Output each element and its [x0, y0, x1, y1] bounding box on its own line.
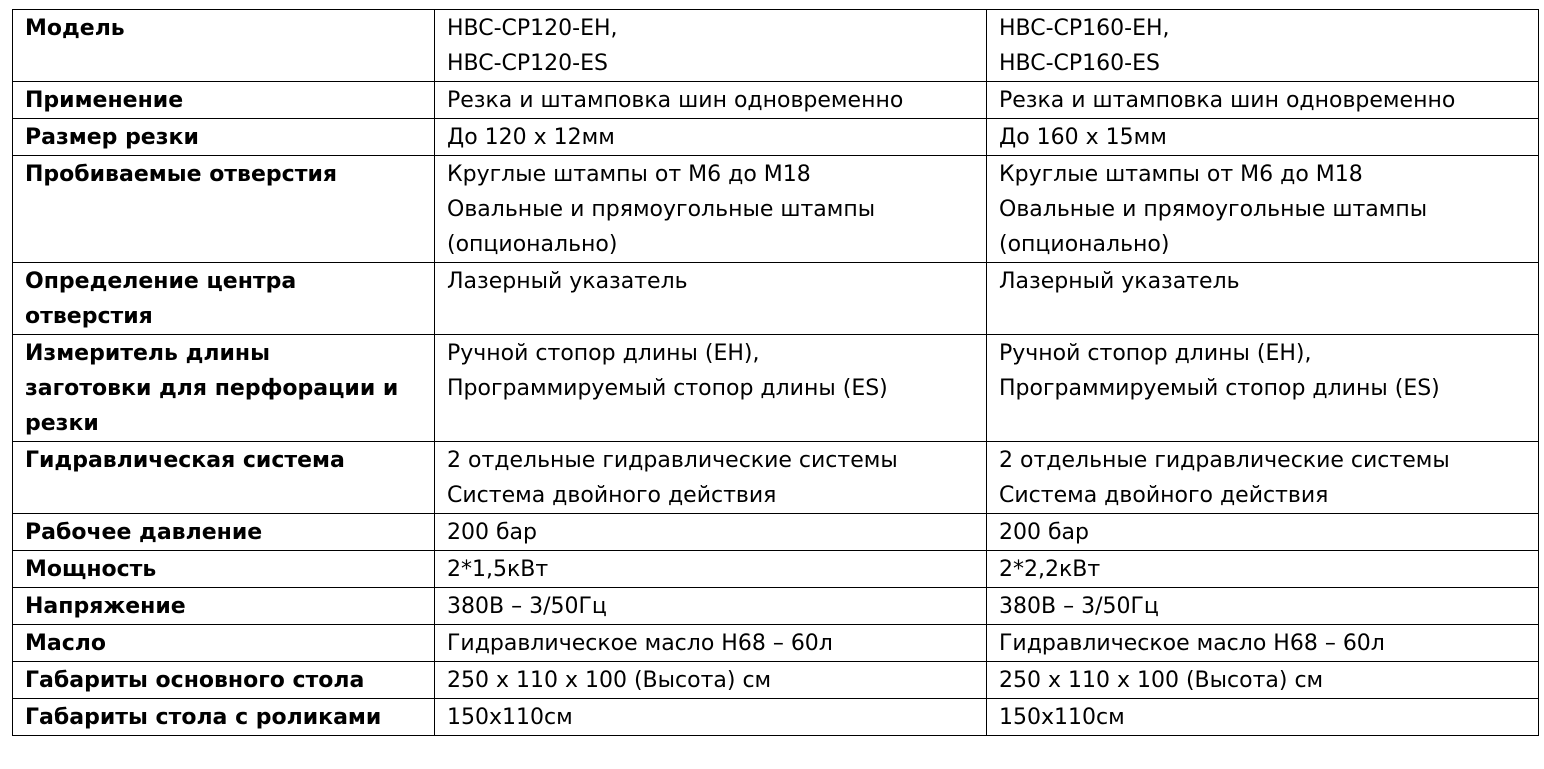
table-row-punch-holes	[13, 156, 1539, 263]
cell-cp160: 200 бар	[987, 514, 1539, 551]
cell-cp120: 380В – 3/50Гц	[435, 588, 987, 625]
table-row-main-table-size	[13, 662, 1539, 699]
row-label: Определение центра отверстия	[13, 263, 435, 335]
row-label: Размер резки	[13, 119, 435, 156]
cell-cp160: 2 отдельные гидравлические системы Система двойного действия	[987, 442, 1539, 514]
table-row-model	[13, 10, 1539, 82]
cell-cp160: 250 х 110 х 100 (Высота) см	[987, 662, 1539, 699]
table-row-pressure	[13, 514, 1539, 551]
row-label: Габариты стола с роликами	[13, 699, 435, 736]
table-row-cut-size	[13, 119, 1539, 156]
cell-cp160: Гидравлическое масло H68 – 60л	[987, 625, 1539, 662]
row-label: Модель	[13, 10, 435, 82]
cell-cp160: 2*2,2кВт	[987, 551, 1539, 588]
cell-cp160: 380В – 3/50Гц	[987, 588, 1539, 625]
row-label: Габариты основного стола	[13, 662, 435, 699]
cell-cp120: HBC-CP120-EH, HBC-CP120-ES	[435, 10, 987, 82]
row-label: Мощность	[13, 551, 435, 588]
row-label: Пробиваемые отверстия	[13, 156, 435, 263]
table-row-length-gauge	[13, 335, 1539, 442]
cell-cp160: До 160 х 15мм	[987, 119, 1539, 156]
spec-table	[12, 9, 1539, 736]
table-row-hydraulics	[13, 442, 1539, 514]
table-row-roller-table-size	[13, 699, 1539, 736]
table-row-voltage	[13, 588, 1539, 625]
row-label: Рабочее давление	[13, 514, 435, 551]
cell-cp120: 200 бар	[435, 514, 987, 551]
cell-cp120: До 120 х 12мм	[435, 119, 987, 156]
cell-cp120: Резка и штамповка шин одновременно	[435, 82, 987, 119]
cell-cp120: 150х110см	[435, 699, 987, 736]
cell-cp160: HBC-CP160-EH, HBC-CP160-ES	[987, 10, 1539, 82]
row-label: Измеритель длины заготовки для перфорации и резки	[13, 335, 435, 442]
row-label: Напряжение	[13, 588, 435, 625]
cell-cp120: 2 отдельные гидравлические системы Система двойного действия	[435, 442, 987, 514]
cell-cp160: Ручной стопор длины (EH), Программируемый стопор длины (ES)	[987, 335, 1539, 442]
cell-cp120: 2*1,5кВт	[435, 551, 987, 588]
row-label: Гидравлическая система	[13, 442, 435, 514]
cell-cp160: 150х110см	[987, 699, 1539, 736]
table-row-oil	[13, 625, 1539, 662]
cell-cp120: Гидравлическое масло H68 – 60л	[435, 625, 987, 662]
row-label: Масло	[13, 625, 435, 662]
row-label: Применение	[13, 82, 435, 119]
table-row-application	[13, 82, 1539, 119]
table-row-hole-center	[13, 263, 1539, 335]
cell-cp120: Лазерный указатель	[435, 263, 987, 335]
table-row-power	[13, 551, 1539, 588]
cell-cp160: Круглые штампы от М6 до М18 Овальные и прямоугольные штампы (опционально)	[987, 156, 1539, 263]
cell-cp160: Лазерный указатель	[987, 263, 1539, 335]
cell-cp120: Ручной стопор длины (EH), Программируемый стопор длины (ES)	[435, 335, 987, 442]
cell-cp160: Резка и штамповка шин одновременно	[987, 82, 1539, 119]
cell-cp120: Круглые штампы от М6 до М18 Овальные и прямоугольные штампы (опционально)	[435, 156, 987, 263]
cell-cp120: 250 х 110 х 100 (Высота) см	[435, 662, 987, 699]
